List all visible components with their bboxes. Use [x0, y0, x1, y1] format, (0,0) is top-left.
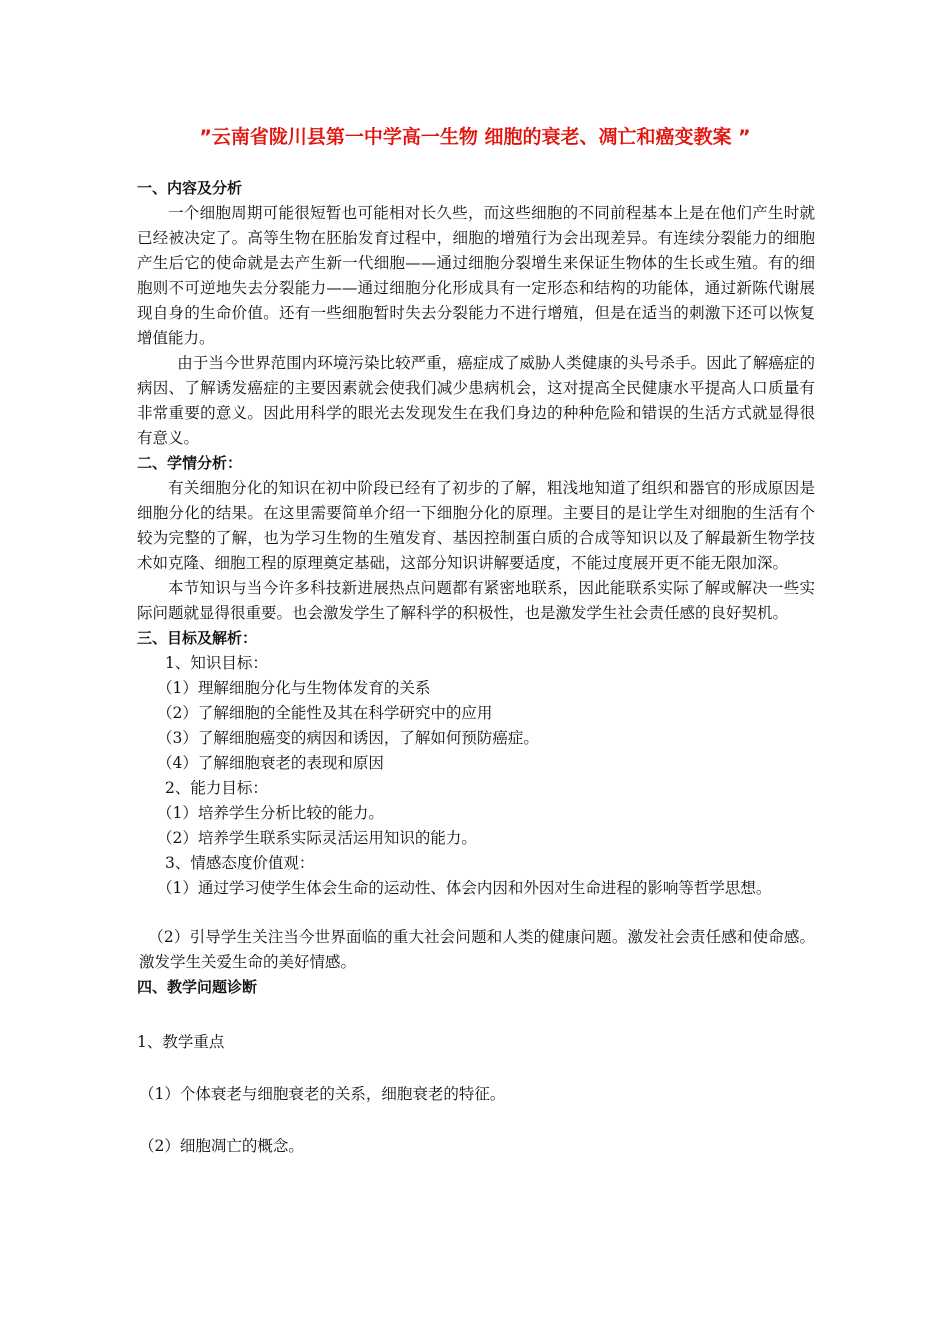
spacer — [137, 1107, 815, 1134]
emotion-goal-item: （1）通过学习使学生体会生命的运动性、体会内因和外因对生命进程的影响等哲学思想。 — [157, 879, 772, 897]
knowledge-goal-item: （3）了解细胞癌变的病因和诱因，了解如何预防癌症。 — [157, 729, 539, 747]
section4-heading: 四、教学问题诊断 — [137, 978, 258, 996]
section2-paragraph-2: 本节知识与当今许多科技新进展热点问题都有紧密地联系，因此能联系实际了解或解决一些实际问题就显得很重要。也会激发学生了解科学的积极性，也是激发学生社会责任感的良好契机。 — [137, 579, 815, 622]
ability-goals-heading: 2、能力目标： — [165, 779, 268, 797]
emotion-goal-item: （2）引导学生关注当今世界面临的重大社会问题和人类的健康问题。激发社会责任感和使命感。激发学生关爱生命的美好情感。 — [139, 928, 815, 971]
knowledge-goals-heading: 1、知识目标： — [165, 654, 268, 672]
ability-goal-item: （2）培养学生联系实际灵活运用知识的能力。 — [157, 829, 477, 847]
knowledge-goal-item: （2）了解细胞的全能性及其在科学研究中的应用 — [157, 704, 493, 722]
section1-heading: 一、内容及分析 — [137, 179, 243, 197]
spacer — [137, 901, 815, 925]
knowledge-goal-item: （4）了解细胞衰老的表现和原因 — [157, 754, 384, 772]
section2-heading: 二、学情分析： — [137, 454, 243, 472]
emotion-goals-heading: 3、情感态度价值观： — [165, 854, 315, 872]
ability-goal-item: （1）培养学生分析比较的能力。 — [157, 804, 384, 822]
document-body — [137, 176, 815, 1159]
section3-heading: 三、目标及解析： — [137, 629, 258, 647]
section1-paragraph-1: 一个细胞周期可能很短暂也可能相对长久些，而这些细胞的不同前程基本上是在他们产生时就已经被决定了。高等生物在胚胎发育过程中，细胞的增殖行为会出现差异。有连续分裂能力的细胞产生后它的使命就是去产生新一代细胞——通过细胞分裂增生来保证生物体的生长或生殖。有的细胞则不可逆地失去分裂能力——通过细胞分化形成具有一定形态和结构的功能体，通过新陈代谢展现自身的生命价值。还有一些细胞暂时失去分裂能力不进行增殖，但是在适当的刺激下还可以恢复增值能力。 — [137, 204, 815, 347]
spacer — [137, 1055, 815, 1082]
teaching-focus-heading: 1、教学重点 — [137, 1033, 225, 1051]
knowledge-goal-item: （1）理解细胞分化与生物体发育的关系 — [157, 679, 431, 697]
document-title: ”云南省陇川县第一中学高一生物 细胞的衰老、凋亡和癌变教案 ” — [199, 126, 751, 148]
teaching-focus-item: （2）细胞凋亡的概念。 — [139, 1137, 304, 1155]
spacer — [137, 1000, 815, 1030]
section2-paragraph-1: 有关细胞分化的知识在初中阶段已经有了初步的了解，粗浅地知道了组织和器官的形成原因是细胞分化的结果。在这里需要简单介绍一下细胞分化的原理。主要目的是让学生对细胞的生活有个较为完整的了解，也为学习生物的生殖发育、基因控制蛋白质的合成等知识以及了解最新生物学技术如克隆、细胞工程的原理奠定基础，这部分知识讲解要适度，不能过度展开更不能无限加深。 — [137, 479, 815, 572]
section1-paragraph-2: 由于当今世界范围内环境污染比较严重，癌症成了威胁人类健康的头号杀手。因此了解癌症的病因、了解诱发癌症的主要因素就会使我们减少患病机会，这对提高全民健康水平提高人口质量有非常重要的意义。因此用科学的眼光去发现发生在我们身边的种种危险和错误的生活方式就显得很有意义。 — [137, 354, 815, 447]
teaching-focus-item: （1）个体衰老与细胞衰老的关系，细胞衰老的特征。 — [139, 1085, 506, 1103]
